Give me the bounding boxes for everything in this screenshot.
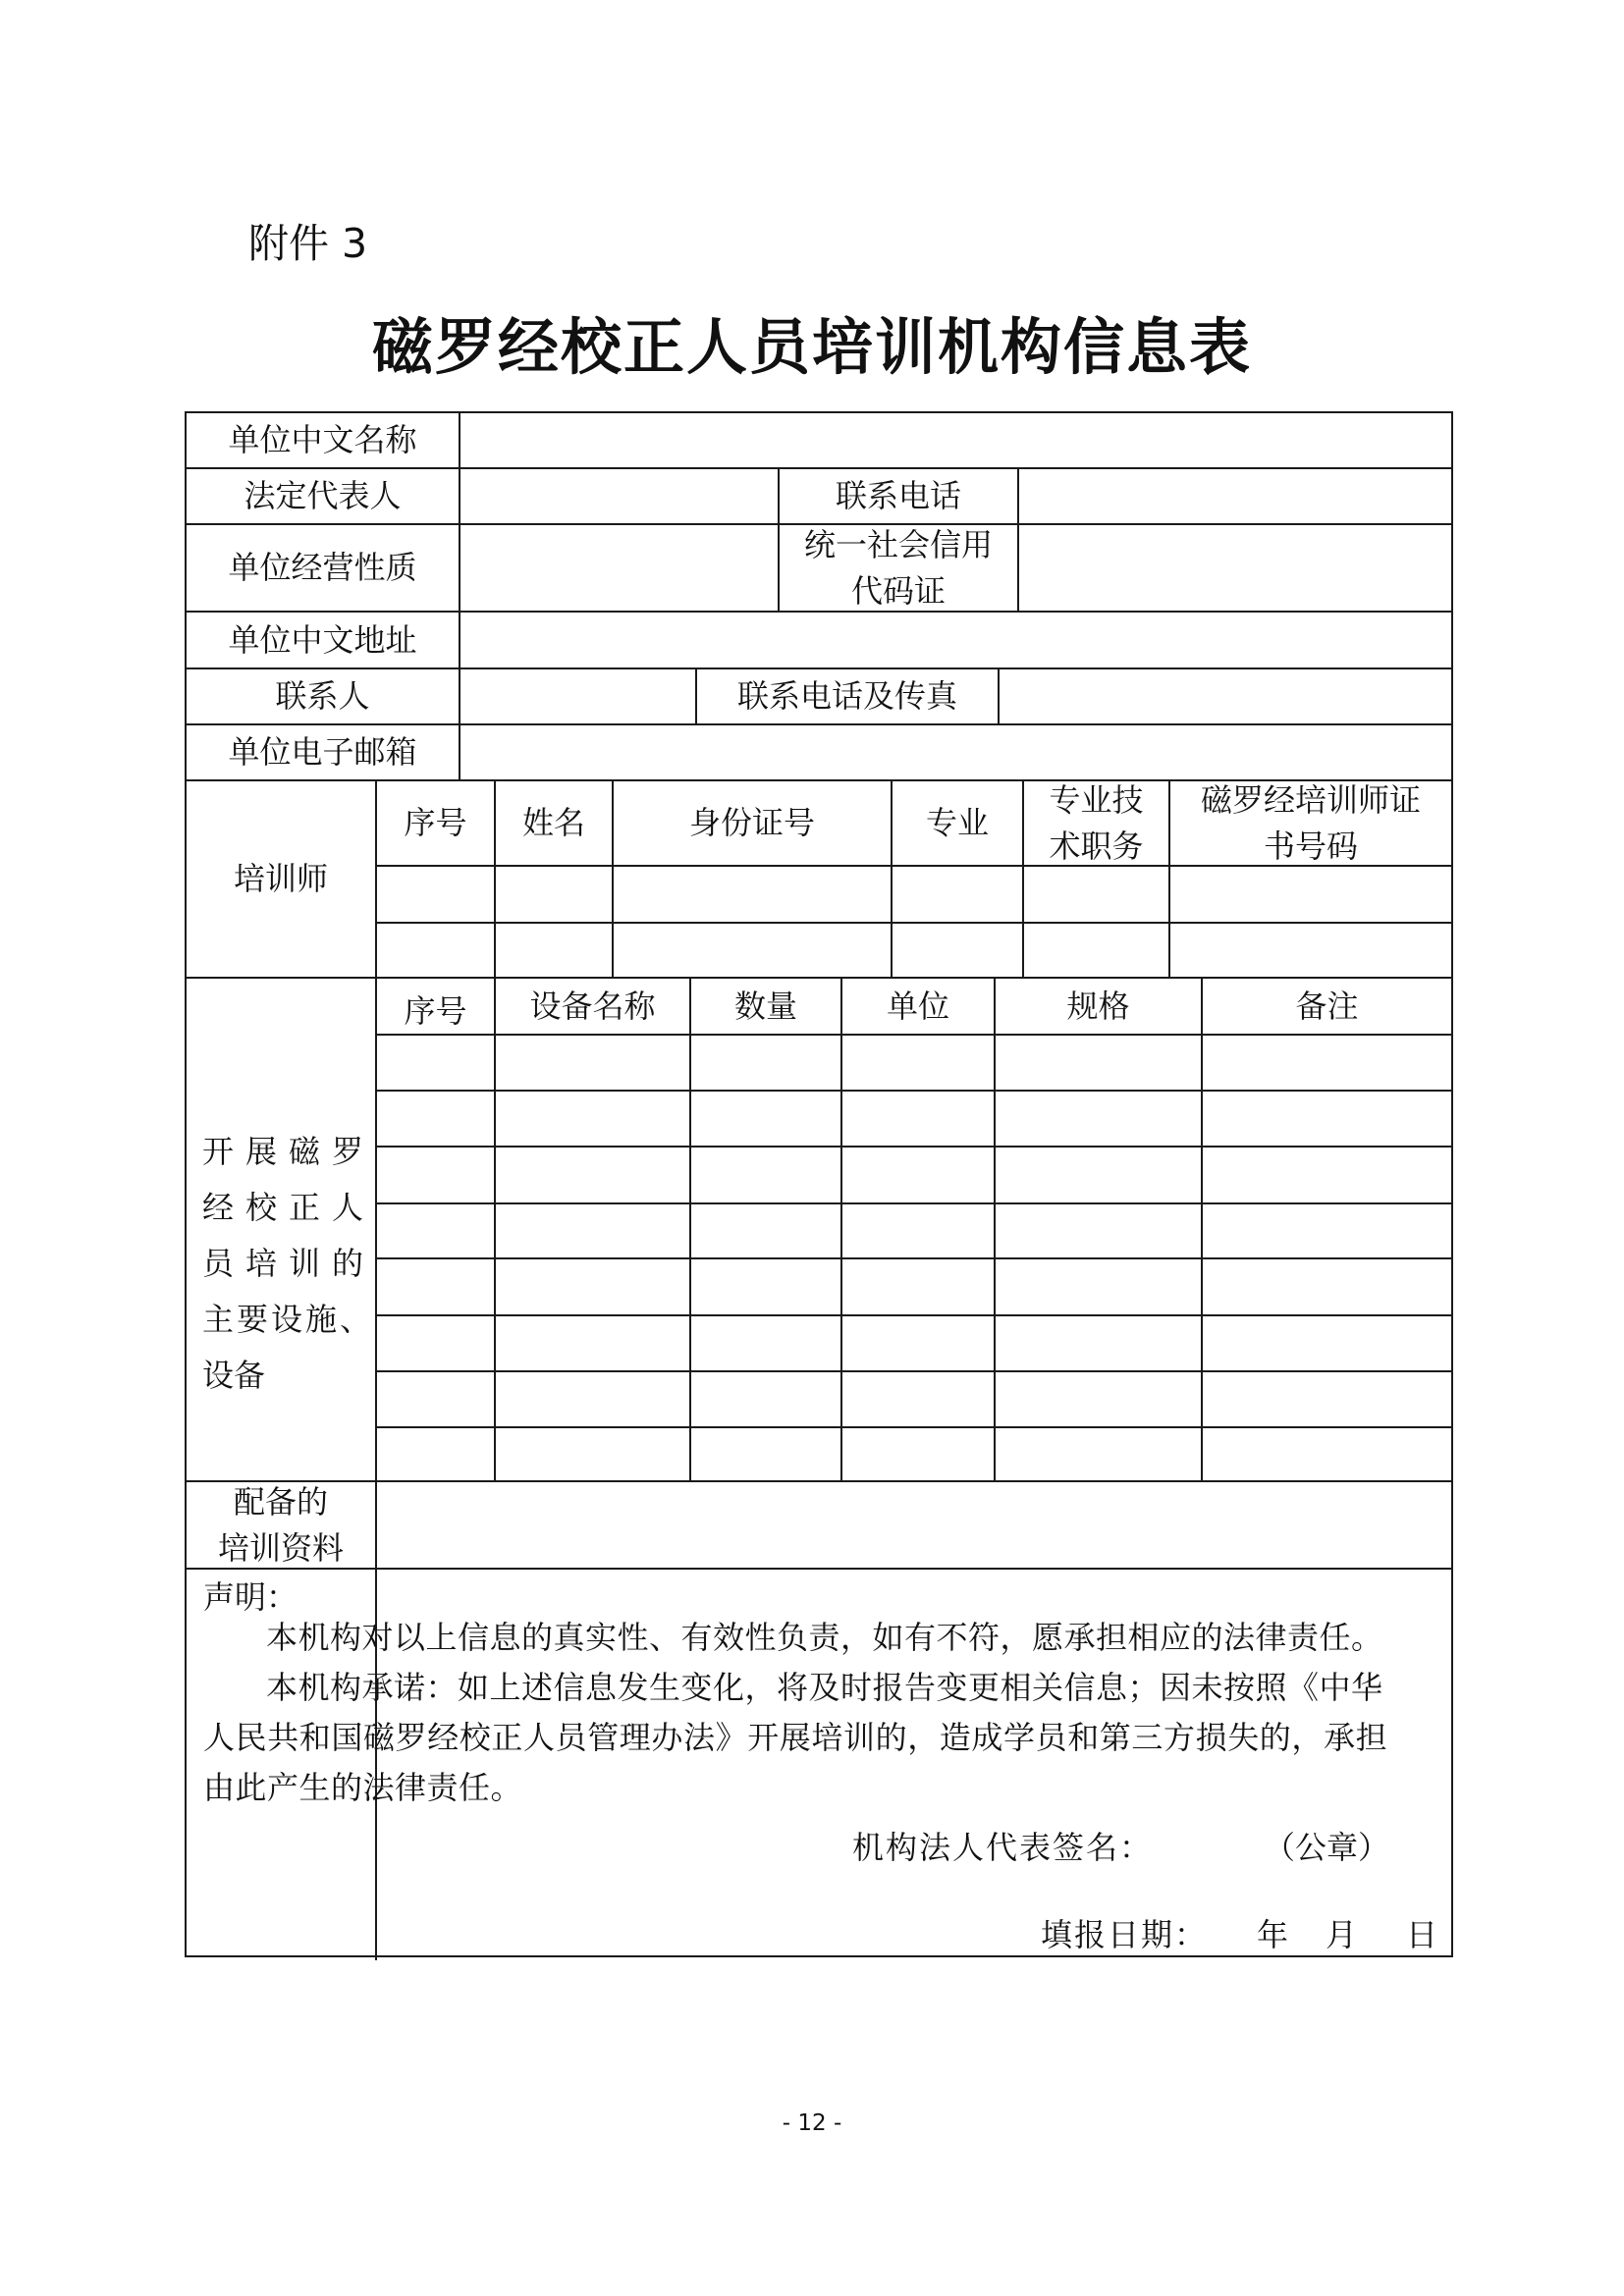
trainer-col-cert-no-line2: 书号码 xyxy=(1263,827,1358,865)
facility-col-seq: 序号 xyxy=(404,991,467,1030)
materials-label-line1: 配备的 xyxy=(233,1483,328,1522)
date-month-label: 月 xyxy=(1326,1916,1358,1953)
credit-code-label-line2: 代码证 xyxy=(850,571,946,610)
date-year-label: 年 xyxy=(1257,1916,1289,1953)
date-label: 填报日期： xyxy=(1041,1916,1209,1953)
phone-label: 联系电话 xyxy=(835,477,961,515)
email-label: 单位电子邮箱 xyxy=(228,733,417,772)
page-title: 磁罗经校正人员培训机构信息表 xyxy=(371,311,1252,383)
declaration-para1: 本机构对以上信息的真实性、有效性负责，如有不符，愿承担相应的法律责任。 xyxy=(266,1619,1383,1656)
contact-person-label: 联系人 xyxy=(275,677,370,716)
legal-rep-label: 法定代表人 xyxy=(244,477,402,515)
facility-col-quantity: 数量 xyxy=(733,987,797,1025)
business-nature-label: 单位经营性质 xyxy=(228,549,417,587)
trainer-col-tech-title-line1: 专业技 xyxy=(1049,781,1144,820)
declaration-para2-line1: 本机构承诺：如上述信息发生变化，将及时报告变更相关信息；因未按照《中华 xyxy=(266,1669,1383,1706)
facility-col-remarks: 备注 xyxy=(1295,987,1359,1025)
trainer-col-cert-no-line1: 磁罗经培训师证 xyxy=(1200,781,1421,820)
date-day-label: 日 xyxy=(1406,1916,1438,1953)
phone-fax-label: 联系电话及传真 xyxy=(736,677,957,716)
declaration-para2-line2: 人民共和国磁罗经校正人员管理办法》开展培训的，造成学员和第三方损失的，承担 xyxy=(203,1719,1388,1756)
trainer-col-major: 专业 xyxy=(925,804,989,842)
trainer-section-label: 培训师 xyxy=(233,860,328,898)
credit-code-label-line1: 统一社会信用 xyxy=(803,526,993,564)
declaration-para2-line3: 由此产生的法律责任。 xyxy=(203,1769,523,1806)
facilities-section-label: 开展磁罗 经校正人 员培训的 主要设施、 设备 xyxy=(202,1133,376,1394)
trainer-col-seq: 序号 xyxy=(404,804,467,842)
chinese-address-label: 单位中文地址 xyxy=(228,620,417,659)
signature-label: 机构法人代表签名： xyxy=(852,1829,1154,1866)
trainer-col-id-number: 身份证号 xyxy=(688,804,815,842)
facility-col-spec: 规格 xyxy=(1066,987,1130,1025)
attachment-label: 附件 3 xyxy=(248,220,368,267)
chinese-name-label: 单位中文名称 xyxy=(228,421,417,459)
trainer-col-tech-title-line2: 术职务 xyxy=(1049,827,1144,865)
materials-label-line2: 培训资料 xyxy=(217,1528,344,1567)
trainer-col-name: 姓名 xyxy=(521,804,585,842)
page-number: - 12 - xyxy=(782,2110,842,2136)
seal-label: （公章） xyxy=(1264,1829,1390,1866)
declaration-title: 声明： xyxy=(203,1578,298,1616)
facility-col-equipment-name: 设备名称 xyxy=(529,987,656,1025)
facility-col-unit: 单位 xyxy=(886,987,949,1025)
